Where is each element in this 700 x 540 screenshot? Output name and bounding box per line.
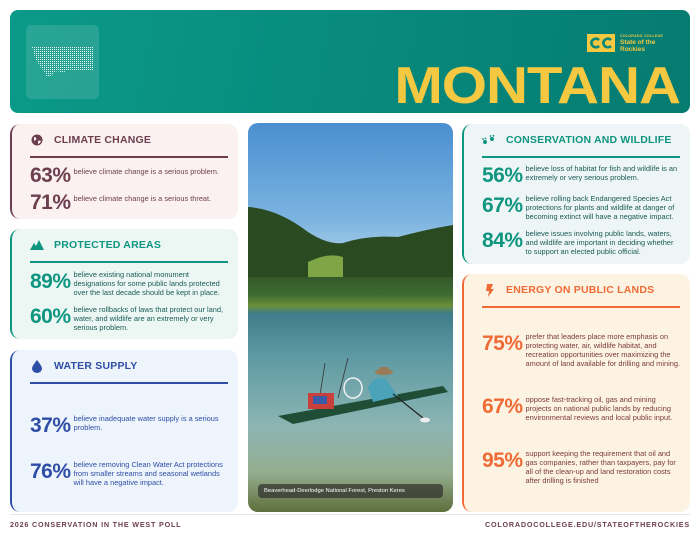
panel-header (482, 274, 680, 308)
header-banner (10, 10, 690, 113)
stat-text: prefer that leaders place more emphasis on protecting water, air, wildlife habitat, and recreation opportunities over maximizing the amount of land available for drilling and mining. (525, 332, 681, 368)
stat-item (30, 270, 228, 297)
stat-text: believe rolling back Endangered Species Act protections for plants and wildlife at danger of becoming extinct will have a negative impact. (525, 194, 675, 221)
stat-text: believe loss of habitat for fish and wildlife is an extremely or very serious problem. (525, 164, 678, 182)
stat-percent: 71% (30, 191, 71, 214)
stat-item (30, 414, 228, 437)
stat-text: believe issues involving public lands, waters, and wildlife are important in deciding whether to support an elected public official. (525, 229, 674, 256)
stat-percent: 95% (482, 449, 523, 472)
stat-text: support keeping the requirement that oil and gas companies, rather than taxpayers, pay for all of the clean-up and land restoration costs after drilling is finished (525, 449, 676, 485)
stat-text: believe rollbacks of laws that protect our land, water, and wildlife are an extremely or very serious problem. (73, 305, 224, 332)
stat-percent: 67% (482, 194, 523, 217)
colorado-college-logo (587, 25, 687, 55)
montana-map-icon (32, 47, 94, 77)
panel-header (482, 124, 680, 158)
panel-header (30, 350, 228, 384)
panel-climate-change (10, 124, 238, 219)
stat-text: believe climate change is a serious threat. (73, 194, 212, 203)
panel-conservation-wildlife (462, 124, 690, 264)
globe-icon (30, 133, 44, 147)
stat-text: believe inadequate water supply is a serious problem. (73, 414, 219, 432)
forest-hills (248, 207, 453, 277)
cc-logo-icon (587, 34, 615, 52)
panel-protected-areas (10, 229, 238, 339)
stat-percent: 63% (30, 164, 71, 187)
lightning-icon (482, 283, 496, 297)
paw-prints-icon (482, 133, 496, 147)
panel-title: CONSERVATION AND WILDLIFE (506, 134, 672, 146)
stat-item (30, 460, 228, 487)
stat-item (482, 194, 680, 221)
panel-title: ENERGY ON PUBLIC LANDS (506, 284, 655, 296)
footer-website-link[interactable]: COLORADOCOLLEGE.EDU/STATEOFTHEROCKIES (484, 520, 690, 529)
stat-percent: 89% (30, 270, 71, 293)
stat-text: believe climate change is a serious problem. (73, 167, 219, 176)
stat-text: believe existing national monument designations for some public lands protected over the last decade should be kept in place. (73, 270, 220, 297)
stat-percent: 60% (30, 305, 71, 328)
stat-item (482, 332, 680, 368)
logo-org: COLORADO COLLEGE (620, 34, 664, 38)
stat-percent: 56% (482, 164, 523, 187)
water-drop-icon (30, 359, 44, 373)
stat-item (30, 191, 228, 214)
stat-percent: 84% (482, 229, 523, 252)
stat-item (482, 164, 680, 187)
stat-item (482, 449, 680, 485)
stat-item (30, 305, 228, 332)
stat-text: oppose fast-tracking oil, gas and mining projects on national public lands by reducing environmental reviews and local public input. (525, 395, 673, 422)
stat-percent: 75% (482, 332, 523, 355)
panel-energy-public-lands (462, 274, 690, 512)
stat-percent: 67% (482, 395, 523, 418)
stat-item (482, 395, 680, 422)
mountains-icon (30, 238, 44, 252)
lake-photo (248, 123, 453, 512)
panel-title: PROTECTED AREAS (54, 239, 162, 251)
footer-poll-title: 2026 CONSERVATION IN THE WEST POLL (10, 520, 182, 529)
logo-name: State of the Rockies (620, 39, 656, 53)
panel-header (30, 229, 228, 263)
panel-title: CLIMATE CHANGE (54, 134, 152, 146)
stat-item (30, 164, 228, 187)
kayak-angler (273, 358, 453, 428)
panel-header (30, 124, 228, 158)
state-title: MONTANA (394, 57, 680, 115)
panel-title: WATER SUPPLY (54, 360, 138, 372)
footer-divider (10, 514, 690, 515)
photo-caption: Beaverhead-Deerlodge National Forest, Preston Keres (258, 484, 443, 498)
state-map-tile (26, 25, 99, 99)
panel-water-supply (10, 350, 238, 512)
stat-text: believe removing Clean Water Act protections from smaller streams and seasonal wetlands will have a negative impact. (73, 460, 223, 487)
stat-percent: 37% (30, 414, 71, 437)
stat-percent: 76% (30, 460, 71, 483)
stat-item (482, 229, 680, 256)
